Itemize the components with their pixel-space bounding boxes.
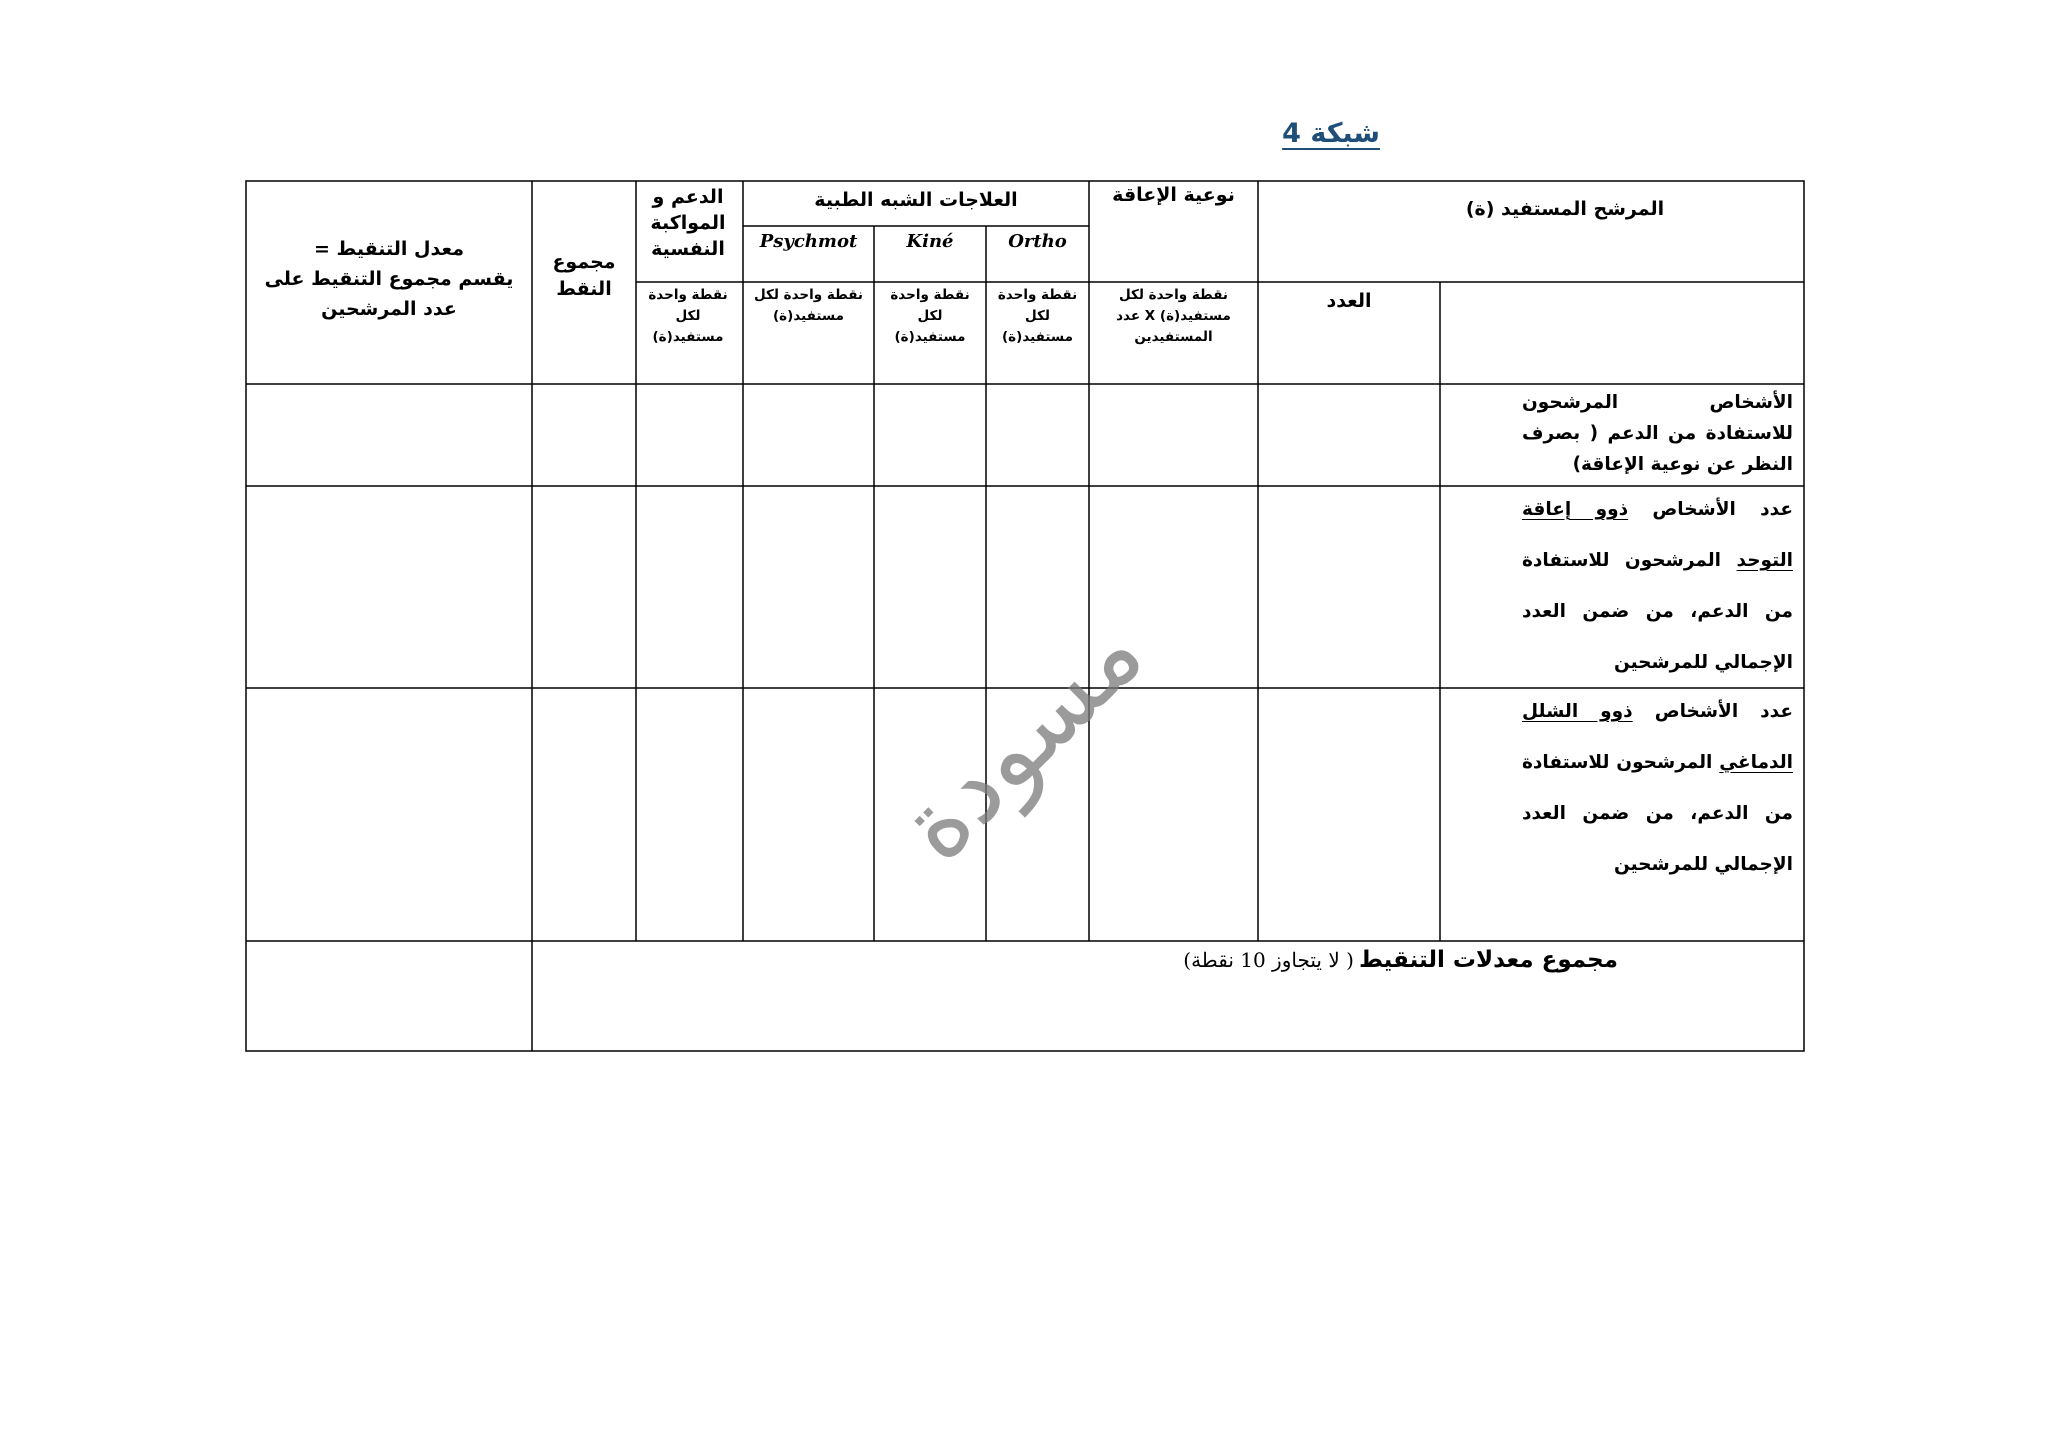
header-total-points: مجموع النقط xyxy=(552,251,616,300)
header-ortho: Ortho xyxy=(1008,231,1067,252)
header-kine-points: نقطة واحدة لكل مستفيد(ة) xyxy=(890,287,970,345)
header-support-points: نقطة واحدة لكل مستفيد(ة) xyxy=(648,287,728,345)
row-label-autism-underlined: ذوو إعاقة التوحد xyxy=(1522,499,1793,571)
header-paramedical: العلاجات الشبه الطبية xyxy=(814,189,1018,211)
row-label-cp-post: المرشحون للاستفادة من الدعم، من ضمن العدد الإجمالي للمرشحين xyxy=(1522,752,1793,875)
header-rate-line1: معدل التنقيط = xyxy=(313,238,465,260)
total-rates-label xyxy=(1183,947,1618,973)
page-title: شبكة 4 xyxy=(1282,118,1380,149)
row-label-cerebral-palsy xyxy=(1522,686,1793,890)
header-kine: Kiné xyxy=(906,231,954,252)
total-rates-title: مجموع معدلات التنقيط xyxy=(1359,947,1618,973)
header-disability-type: نوعية الإعاقة xyxy=(1112,184,1235,206)
header-count: العدد xyxy=(1326,290,1372,312)
header-psychmot-points: نقطة واحدة لكل مستفيد(ة) xyxy=(753,287,863,324)
header-beneficiary: المرشح المستفيد (ة) xyxy=(1465,198,1665,220)
header-disability-points: نقطة واحدة لكل مستفيد(ة) X عدد المستفيدين xyxy=(1116,287,1231,345)
row-label-candidates: الأشخاص المرشحون للاستفادة من الدعم ( بصرف النظر عن نوعية الإعاقة) xyxy=(1522,392,1793,475)
header-psychmot: Psychmot xyxy=(759,231,858,252)
header-rate-line2: يقسم مجموع التنقيط على عدد المرشحين xyxy=(264,268,514,320)
total-rates-note: ( لا يتجاوز 10 نقطة) xyxy=(1183,948,1354,972)
header-ortho-points: نقطة واحدة لكل مستفيد(ة) xyxy=(997,287,1078,345)
draft-watermark: مسودة xyxy=(876,594,1166,883)
header-rate xyxy=(256,234,522,324)
row-label-autism-pre: عدد الأشخاص xyxy=(1628,499,1793,520)
header-support: الدعم و المواكبة النفسية xyxy=(650,186,726,260)
row-label-autism xyxy=(1522,484,1793,688)
row-label-autism-post: المرشحون للاستفادة من الدعم، من ضمن العدد الإجمالي للمرشحين xyxy=(1522,550,1793,673)
row-label-cp-underlined: ذوو الشلل الدماغي xyxy=(1522,701,1793,773)
row-label-cp-pre: عدد الأشخاص xyxy=(1632,701,1793,722)
